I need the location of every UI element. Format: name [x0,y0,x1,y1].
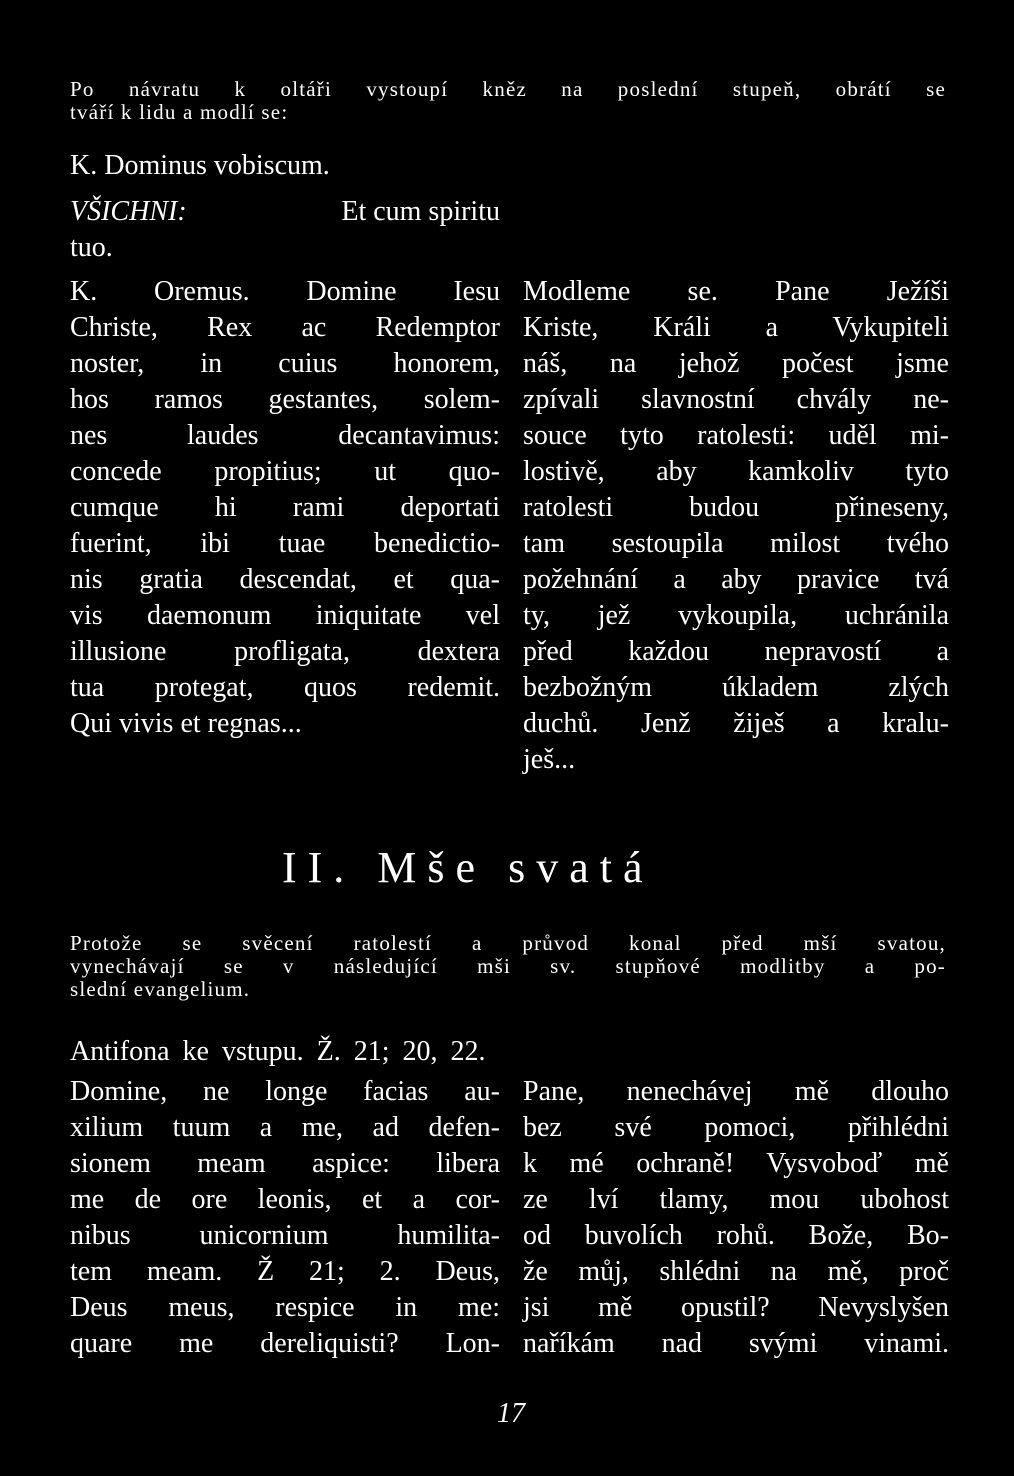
text-line: ratolesti budou přineseny, [523,492,949,523]
text-line: že můj, shlédni na mě, proč [523,1256,949,1287]
text-line: jsi mě opustil? Nevyslyšen [523,1292,949,1323]
czech-antiphon [523,1074,949,1362]
text-line: cumque hi rami deportati [70,492,500,523]
text-line: illusione profligata, dextera [70,636,500,667]
text-line: náš, na jehož počest jsme [523,348,949,379]
text-line: Qui vivis et regnas... [70,708,302,739]
text-line: před každou nepravostí a [523,636,949,667]
text-line: lostivě, aby kamkoliv tyto [523,456,949,487]
text-line: Pane, nenechávej mě dlouho [523,1076,949,1107]
rubric-line: tváří k lidu a modlí se: [70,100,289,124]
text-line: Deus meus, respice in me: [70,1292,500,1323]
text-line: nibus unicornium humilita- [70,1220,500,1251]
text-line: bez své pomoci, přihlédni [523,1112,949,1143]
text-line: Christe, Rex ac Redemptor [70,312,500,343]
text-line: Kriste, Králi a Vykupiteli [523,312,949,343]
text-line: bezbožným úkladem zlých [523,672,949,703]
text-line: naříkám nad svými vinami. [523,1328,949,1359]
people-label: VŠICHNI: [70,196,187,227]
people-response-end: tuo. [70,232,113,263]
text-line: od buvolích rohů. Bože, Bo- [523,1220,949,1251]
text-line: tua protegat, quos redemit. [70,672,500,703]
text-line: Modleme se. Pane Ježíši [523,276,949,307]
czech-prayer [523,274,949,778]
people-response [70,194,500,230]
text-line: souce tyto ratolesti: uděl mi- [523,420,949,451]
text-line: nes laudes decantavimus: [70,420,500,451]
dominus-vobiscum: K. Dominus vobiscum. [70,150,330,181]
text-line: me de ore leonis, et a cor- [70,1184,500,1215]
rubric-line: Protože se svěcení ratolestí a průvod konal před mší svatou, [70,931,946,955]
text-line: sionem meam aspice: libera [70,1148,500,1179]
text-line: quare me dereliquisti? Lon- [70,1328,500,1359]
text-line: xilium tuum a me, ad defen- [70,1112,500,1143]
page-number: 17 [497,1398,525,1429]
rubric-line: vynechávají se v následující mši sv. stupňové modlitby a po- [70,954,946,978]
text-line: ješ... [523,744,576,775]
text-line: fuerint, ibi tuae benedictio- [70,528,500,559]
text-line: požehnání a aby pravice tvá [523,564,949,595]
text-line: tam sestoupila milost tvého [523,528,949,559]
text-line: Domine, ne longe facias au- [70,1076,500,1107]
rubric-mass-note [70,932,946,1001]
rubric-return-to-altar [70,78,946,124]
text-line: ty, jež vykoupila, uchránila [523,600,949,631]
text-line: tem meam. Ž 21; 2. Deus, [70,1256,500,1287]
text-line: concede propitius; ut quo- [70,456,500,487]
text-line: k mé ochraně! Vysvoboď mě [523,1148,949,1179]
antiphon-title: Antifona ke vstupu. Ž. 21; 20, 22. [70,1036,486,1067]
people-response-text: Et cum spiritu [341,196,500,227]
rubric-line: slední evangelium. [70,977,251,1001]
text-line: hos ramos gestantes, solem- [70,384,500,415]
text-line: noster, in cuius honorem, [70,348,500,379]
text-line: K. Oremus. Domine Iesu [70,276,500,307]
rubric-line: Po návratu k oltáři vystoupí kněz na poslední stupeň, obrátí se [70,77,946,101]
text-line: nis gratia descendat, et qua- [70,564,500,595]
text-line: vis daemonum iniquitate vel [70,600,500,631]
latin-prayer [70,274,500,742]
text-line: ze lví tlamy, mou ubohost [523,1184,949,1215]
text-line: zpívali slavnostní chvály ne- [523,384,949,415]
latin-antiphon [70,1074,500,1362]
text-line: duchů. Jenž žiješ a kralu- [523,708,949,739]
section-heading: II. Mše svatá [282,843,654,892]
